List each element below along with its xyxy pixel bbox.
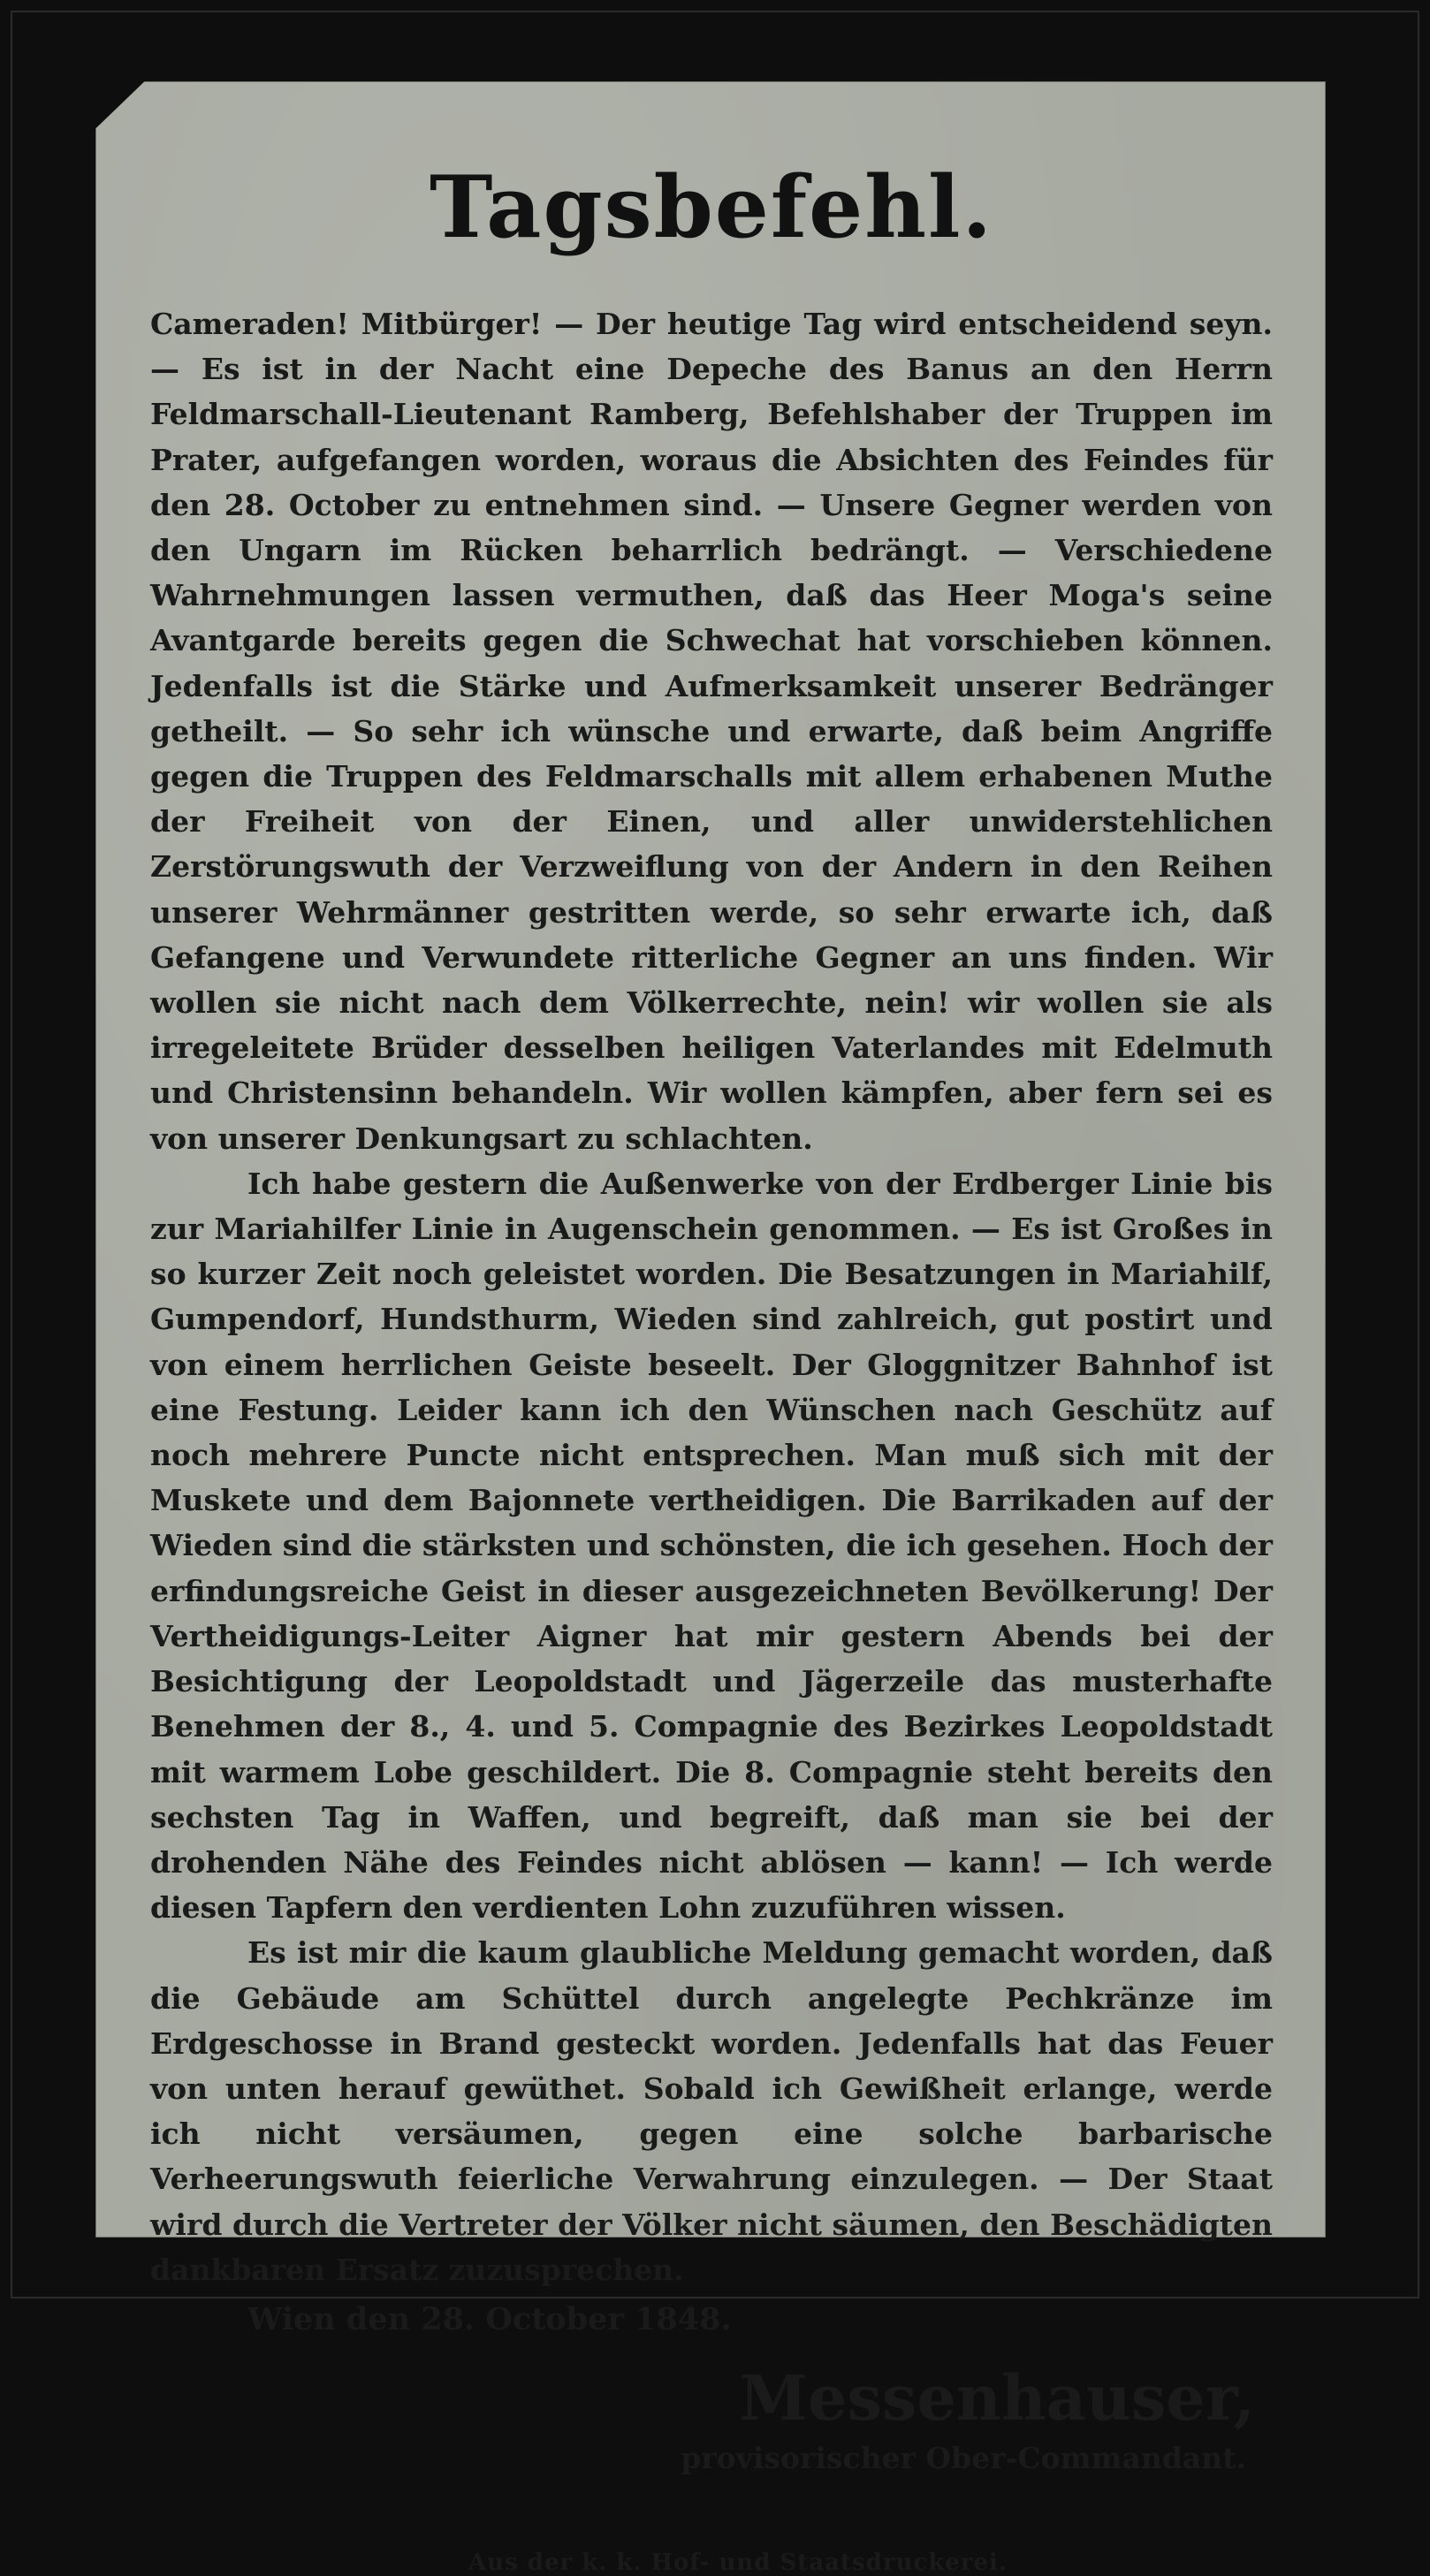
proclamation <box>150 133 1273 2576</box>
signature-block <box>150 2360 1273 2475</box>
document-title: Tagsbefehl. <box>430 157 993 257</box>
paragraph-2: Ich habe gestern die Außenwerke von der Erdberger Linie bis zur Mariahilfer Linie in Augenschein genommen. — Es ist Großes in so kurzer Zeit noch geleistet worden. Die Besatzungen in Mariahilf, Gumpendorf, Hundsthurm, Wieden sind zahlreich, gut postirt und von einem herrlichen Geiste beseelt. Der Gloggnitzer Bahnhof ist eine Festung. Leider kann ich den Wünschen nach Geschütz auf noch mehrere Puncte nicht entsprechen. Man muß sich mit der Muskete und dem Bajonnete vertheidigen. Die Barrikaden auf der Wieden sind die stärksten und schönsten, die ich gesehen. Hoch der erfindungsreiche Geist in dieser ausgezeichneten Bevölkerung! Der Vertheidigungs-Leiter Aigner hat mir gestern Abends bei der Besichtigung der Leopoldstadt und Jägerzeile das musterhafte Benehmen der 8., 4. und 5. Compagnie des Bezirkes Leopoldstadt mit warmem Lobe geschildert. Die 8. Compagnie steht bereits den sechsten Tag in Waffen, und begreift, daß man sie bei der drohenden Nähe des Feindes nicht ablösen — kann! — Ich werde diesen Tapfern den verdienten Lohn zuzuführen wissen. <box>150 1166 1273 1926</box>
paragraph-3: Es ist mir die kaum glaubliche Meldung gemacht worden, daß die Gebäude am Schüttel durch angelegte Pechkränze im Erdgeschosse in Brand gesteckt worden. Jedenfalls hat das Feuer von unten herauf gewüthet. Sobald ich Gewißheit erlange, werde ich nicht versäumen, gegen eine solche barbarische Verheerungswuth feierliche Verwahrung einzulegen. — Der Staat wird durch die Vertreter der Völker nicht säumen, den Beschädigten dankbaren Ersatz zuzusprechen. <box>150 1935 1273 2287</box>
printer-imprint: Aus der k. k. Hof- und Staatsdruckerei. <box>468 2549 1008 2576</box>
paragraph-1: Cameraden! Mitbürger! — Der heutige Tag wird entscheidend seyn. — Es ist in der Nacht eine Depeche des Banus an den Herrn Feldmarschall-Lieutenant Ramberg, Befehlshaber der Truppen im Prater, aufgefangen worden, woraus die Absichten des Feindes für den 28. October zu entnehmen sind. — Unsere Gegner werden von den Ungarn im Rücken beharrlich bedrängt. — Verschiedene Wahrnehmungen lassen vermuthen, daß das Heer Moga's seine Avantgarde bereits gegen die Schwechat hat vorschieben können. Jedenfalls ist die Stärke und Aufmerksamkeit unserer Bedränger getheilt. — So sehr ich wünsche und erwarte, daß beim Angriffe gegen die Truppen des Feldmarschalls mit allem erhabenen Muthe der Freiheit von der Einen, und aller unwiderstehlichen Zerstörungswuth der Verzweiflung von der Andern in den Reihen unserer Wehrmänner gestritten werde, so sehr erwarte ich, daß Gefangene und Verwundete ritterliche Gegner an uns finden. Wir wollen sie nicht nach dem Völkerrechte, nein! wir wollen sie als irregeleitete Brüder desselben heiligen Vaterlandes mit Edelmuth und Christensinn behandeln. Wir wollen kämpfen, aber fern sei es von unserer Denkungsart zu schlachten. <box>150 307 1273 1156</box>
signature-name: Messenhauser, <box>739 2360 1255 2435</box>
signature-title: provisorischer Ober-Commandant. <box>681 2440 1246 2475</box>
date-line: Wien den 28. October 1848. <box>247 2300 732 2337</box>
